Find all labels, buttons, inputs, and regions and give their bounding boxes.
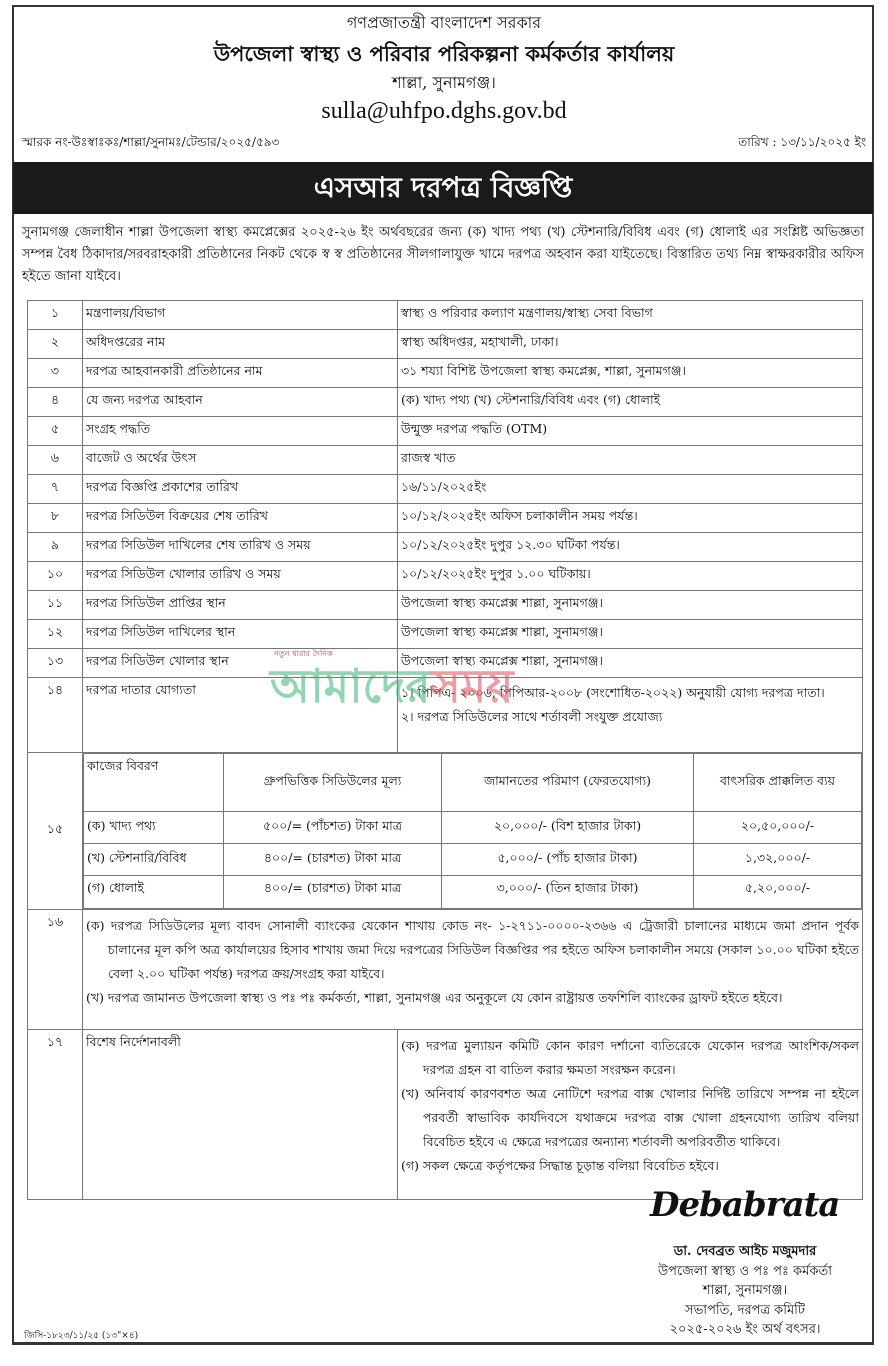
row-value: রাজস্ব খাত — [398, 446, 863, 475]
row-number: ১১ — [28, 591, 83, 620]
table-row — [28, 591, 863, 620]
office-name: উপজেলা স্বাস্থ্য ও পরিবার পরিকল্পনা কর্মকর্তার কার্যালয় — [213, 41, 675, 66]
gd-code: জিসি-১৮২৩/১১/২৫ (১৩"×৪) — [24, 1331, 139, 1341]
row-value: ১০/১২/২০২৫ইং অফিস চলাকালীন সময় পর্যন্ত। — [398, 504, 863, 533]
row-value: উপজেলা স্বাস্থ্য কমপ্লেক্স শাল্লা, সুনামগঞ্জ। — [398, 649, 863, 678]
row-label: দরপত্র সিডিউল খোলার তারিখ ও সময় — [83, 562, 398, 591]
row-number: ১৫ — [28, 753, 83, 910]
qualification-item: ২। দরপত্র সিডিউলের সাথে শর্তাবলী সংযুক্ত প্রযোজ্য — [401, 709, 663, 724]
table-row — [28, 446, 863, 475]
cost-cell: ২০,৫০,০০০/- — [694, 812, 862, 844]
special-instruction: (খ) অনিবার্য কারণবশত অত্র নোটিশে দরপত্র বাক্স খোলার নির্দিষ্ট তারিখে সম্পন্ন না হইলে পরবর্তী স্বাভাবিক কার্যদিবসে যথাক্রমে দরপত্র বাক্স খোলা গ্রহনযোগ্য তারিখ বলিয়া বিবেচিত হইবে এ ক্ষেত্রে দরপত্রের অন্যান্য শর্তাবলী অপরিবর্তীত থাকিবে। — [401, 1086, 859, 1149]
payment-instruction: (ক) দরপত্র সিডিউলের মূল্য বাবদ সোনালী ব্যাংকের যেকোন শাখায় কোড নং- ১-২৭১১-০০০০-২৩৬৬ এ ট্রেজারী চালানের মাধ্যমে জমা প্রদান পূর্বক চালানের মূল কপি অত্র কার্যালয়ের হিসাব শাখায় জমা দিয়ে দরপত্রের সিডিউল বিজ্ঞপ্তির পর হইতে অফিস চলাকালীন সময়ে (সকাল ১০.০০ ঘটিকা হইতে বেলা ২.০০ ঘটিকা পর্যন্ত) দরপত্র ক্রয়/সংগ্রহ করা যাইবে। — [86, 918, 859, 981]
memo-number: স্মারক নং-উঃস্বাঃকঃ/শাল্লা/সুনামঃ/টেন্ডার/২০২৫/৫৯৩ — [22, 135, 280, 149]
row-label: দরপত্র সিডিউল বিক্রয়ের শেষ তারিখ — [83, 504, 398, 533]
signer-name: ডা. দেবব্রত আইচ মজুমদার — [673, 1244, 817, 1259]
qualification-item: ১। পিপিএ- ২০০৬, পিপিআর-২০০৮ (সংশোধিত-২০২২) অনুযায়ী যোগ্য দরপত্র দাতা। — [401, 685, 825, 700]
table-row-16 — [28, 910, 863, 1030]
row-number: ১৭ — [28, 1030, 83, 1200]
cost-table — [83, 753, 862, 909]
row-label: দরপত্র সিডিউল দাখিলের শেষ তারিখ ও সময় — [83, 533, 398, 562]
table-row — [28, 301, 863, 330]
signer-fiscal-year: ২০২৫-২০২৬ ইং অর্থ বৎসর। — [669, 1322, 821, 1337]
notice-date: তারিখ : ১৩/১১/২০২৫ ইং — [738, 135, 866, 149]
cost-table-cell — [83, 753, 863, 910]
column-header: কাজের বিবরণ — [84, 754, 224, 812]
cost-cell: (গ) ধোলাই — [84, 876, 224, 909]
row-value: স্বাস্থ্য অধিদপ্তর, মহাখালী, ঢাকা। — [398, 330, 863, 359]
watermark-tagline: নতুন ধারার দৈনিক — [274, 649, 333, 658]
office-location: শাল্লা, সুনামগঞ্জ। — [392, 73, 496, 92]
row-value — [398, 1030, 863, 1200]
row-value: উন্মুক্ত দরপত্র পদ্ধতি (OTM) — [398, 417, 863, 446]
row-label: সংগ্রহ পদ্ধতি — [83, 417, 398, 446]
row-number: ৭ — [28, 475, 83, 504]
cost-cell: (ক) খাদ্য পথ্য — [84, 812, 224, 844]
row-value: উপজেলা স্বাস্থ্য কমপ্লেক্স শাল্লা, সুনামগঞ্জ। — [398, 620, 863, 649]
column-header: গ্রুপভিত্তিক সিডিউলের মূল্য — [224, 754, 442, 812]
signature: Debabrata — [650, 1185, 840, 1225]
signer-location: শাল্লা, সুনামগঞ্জ। — [702, 1283, 788, 1298]
row-number: ৮ — [28, 504, 83, 533]
row-number: ১৩ — [28, 649, 83, 678]
office-email: sulla@uhfpo.dghs.gov.bd — [321, 98, 567, 124]
table-row-17 — [28, 1030, 863, 1200]
column-header: জামানতের পরিমাণ (ফেরতযোগ্য) — [442, 754, 694, 812]
table-row — [28, 388, 863, 417]
row-value: উপজেলা স্বাস্থ্য কমপ্লেক্স শাল্লা, সুনামগঞ্জ। — [398, 591, 863, 620]
payment-instruction: (খ) দরপত্র জামানত উপজেলা স্বাস্থ্য ও পঃ পঃ কর্মকর্তা, শাল্লা, সুনামগঞ্জ এর অনুকূলে যে কোন রাষ্ট্রায়ত্ত তফশিলি ব্যাংকের ড্রাফট হইতে হইবে। — [86, 990, 783, 1005]
row-number: ১ — [28, 301, 83, 330]
row-label: দরপত্র আহবানকারী প্রতিষ্ঠানের নাম — [83, 359, 398, 388]
table-row — [28, 649, 863, 678]
notice-title: এসআর দরপত্র বিজ্ঞপ্তি — [13, 162, 873, 214]
intro-paragraph: সুনামগঞ্জ জেলাধীন শাল্লা উপজেলা স্বাস্থ্য কমপ্লেক্সের ২০২৫-২৬ ইং অর্থবছরের জন্য (ক) খাদ্য পথ্য (খ) স্টেশনারি/বিবিধ এবং (গ) ধোলাই এর সংশ্লিষ্ট অভিজ্ঞতা সম্পন্ন বৈধ ঠিকাদার/সরবরাহকারী প্রতিষ্ঠানের নিকট থেকে স্ব স্ব প্রতিষ্ঠানের সীলগালাযুক্ত খামে দরপত্র অহবান করা যাইতেছে। বিস্তারিত তথ্য নিম্ন স্বাক্ষরকারীর অফিস হইতে জানা যাইবে। — [22, 225, 864, 284]
row-value: ১০/১২/২০২৫ইং দুপুর ১২.৩০ ঘটিকা পর্যন্ত। — [398, 533, 863, 562]
cost-cell: ২০,০০০/- (বিশ হাজার টাকা) — [442, 812, 694, 844]
signer-role: সভাপতি, দরপত্র কমিটি — [685, 1302, 805, 1318]
row-label: মন্ত্রণালয়/বিভাগ — [83, 301, 398, 330]
table-row — [28, 475, 863, 504]
row-value: ১৬/১১/২০২৫ইং — [398, 475, 863, 504]
table-row — [28, 562, 863, 591]
tender-table — [27, 300, 863, 1200]
table-row-15 — [28, 753, 863, 910]
column-header: বাৎসরিক প্রাক্কলিত ব্যয় — [694, 754, 862, 812]
row-value: ১০/১২/২০২৫ইং দুপুর ১.০০ ঘটিকায়। — [398, 562, 863, 591]
row-value — [398, 678, 863, 753]
row-label: দরপত্র বিজ্ঞপ্তি প্রকাশের তারিখ — [83, 475, 398, 504]
row-number: ২ — [28, 330, 83, 359]
row-label: অধিদপ্তরের নাম — [83, 330, 398, 359]
row-value — [83, 910, 863, 1030]
row-label: বাজেট ও অর্থের উৎস — [83, 446, 398, 475]
row-label: দরপত্র দাতার যোগ্যতা — [83, 678, 398, 753]
cost-cell: ৫,২০,০০০/- — [694, 876, 862, 909]
special-instruction: (ক) দরপত্র মুল্যায়ন কমিটি কোন কারণ দর্শানো ব্যতিরেকে যেকোন দরপত্র আংশিক/সকল দরপত্র গ্রহন বা বাতিল করার ক্ষমতা সংরক্ষন করেন। — [401, 1038, 859, 1077]
watermark-part1: আমাদের — [270, 659, 431, 713]
row-number: ১২ — [28, 620, 83, 649]
cost-cell: ৪০০/= (চারশত) টাকা মাত্র — [224, 844, 442, 876]
row-label: যে জন্য দরপত্র আহবান — [83, 388, 398, 417]
row-number: ১৪ — [28, 678, 83, 753]
government-name: গণপ্রজাতন্ত্রী বাংলাদেশ সরকার — [346, 13, 542, 32]
row-number: ৪ — [28, 388, 83, 417]
row-label: দরপত্র সিডিউল দাখিলের স্থান — [83, 620, 398, 649]
signer-block — [600, 1242, 888, 1340]
row-number: ৫ — [28, 417, 83, 446]
cost-cell: ১,৩২,০০০/- — [694, 844, 862, 876]
table-row — [28, 330, 863, 359]
special-instruction: (গ) সকল ক্ষেত্রে কর্তৃপক্ষের সিদ্ধান্ত চূড়ান্ত বলিয়া বিবেচিত হইবে। — [401, 1158, 719, 1173]
cost-cell: ৪০০/= (চারশত) টাকা মাত্র — [224, 876, 442, 909]
table-row-14 — [28, 678, 863, 753]
row-value: স্বাস্থ্য ও পরিবার কল্যাণ মন্ত্রণালয়/স্বাস্থ্য সেবা বিভাগ — [398, 301, 863, 330]
table-row — [28, 359, 863, 388]
row-number: ১০ — [28, 562, 83, 591]
watermark-part2: সময় — [430, 659, 514, 713]
cost-cell: ৩,০০০/- (তিন হাজার টাকা) — [442, 876, 694, 909]
cost-cell: ৫,০০০/- (পাঁচ হাজার টাকা) — [442, 844, 694, 876]
row-label: দরপত্র সিডিউল প্রাপ্তির স্থান — [83, 591, 398, 620]
table-row — [28, 417, 863, 446]
row-number: ১৬ — [28, 910, 83, 1030]
row-number: ৬ — [28, 446, 83, 475]
cost-cell: ৫০০/= (পাঁচশত) টাকা মাত্র — [224, 812, 442, 844]
row-value: ৩১ শয্যা বিশিষ্ট উপজেলা স্বাস্থ্য কমপ্লেক্স, শাল্লা, সুনামগঞ্জ। — [398, 359, 863, 388]
row-label: দরপত্র সিডিউল খোলার স্থান — [83, 649, 398, 678]
table-row — [28, 504, 863, 533]
table-row — [28, 533, 863, 562]
signer-title: উপজেলা স্বাস্থ্য ও পঃ পঃ কর্মকর্তা — [658, 1263, 832, 1279]
table-row — [28, 620, 863, 649]
row-number: ৯ — [28, 533, 83, 562]
row-value: (ক) খাদ্য পথ্য (খ) স্টেশনারি/বিবিধ এবং (গ) ধোলাই — [398, 388, 863, 417]
row-number: ৩ — [28, 359, 83, 388]
row-label: বিশেষ নির্দেশনাবলী — [83, 1030, 398, 1200]
cost-cell: (খ) স্টেশনারি/বিবিধ — [84, 844, 224, 876]
